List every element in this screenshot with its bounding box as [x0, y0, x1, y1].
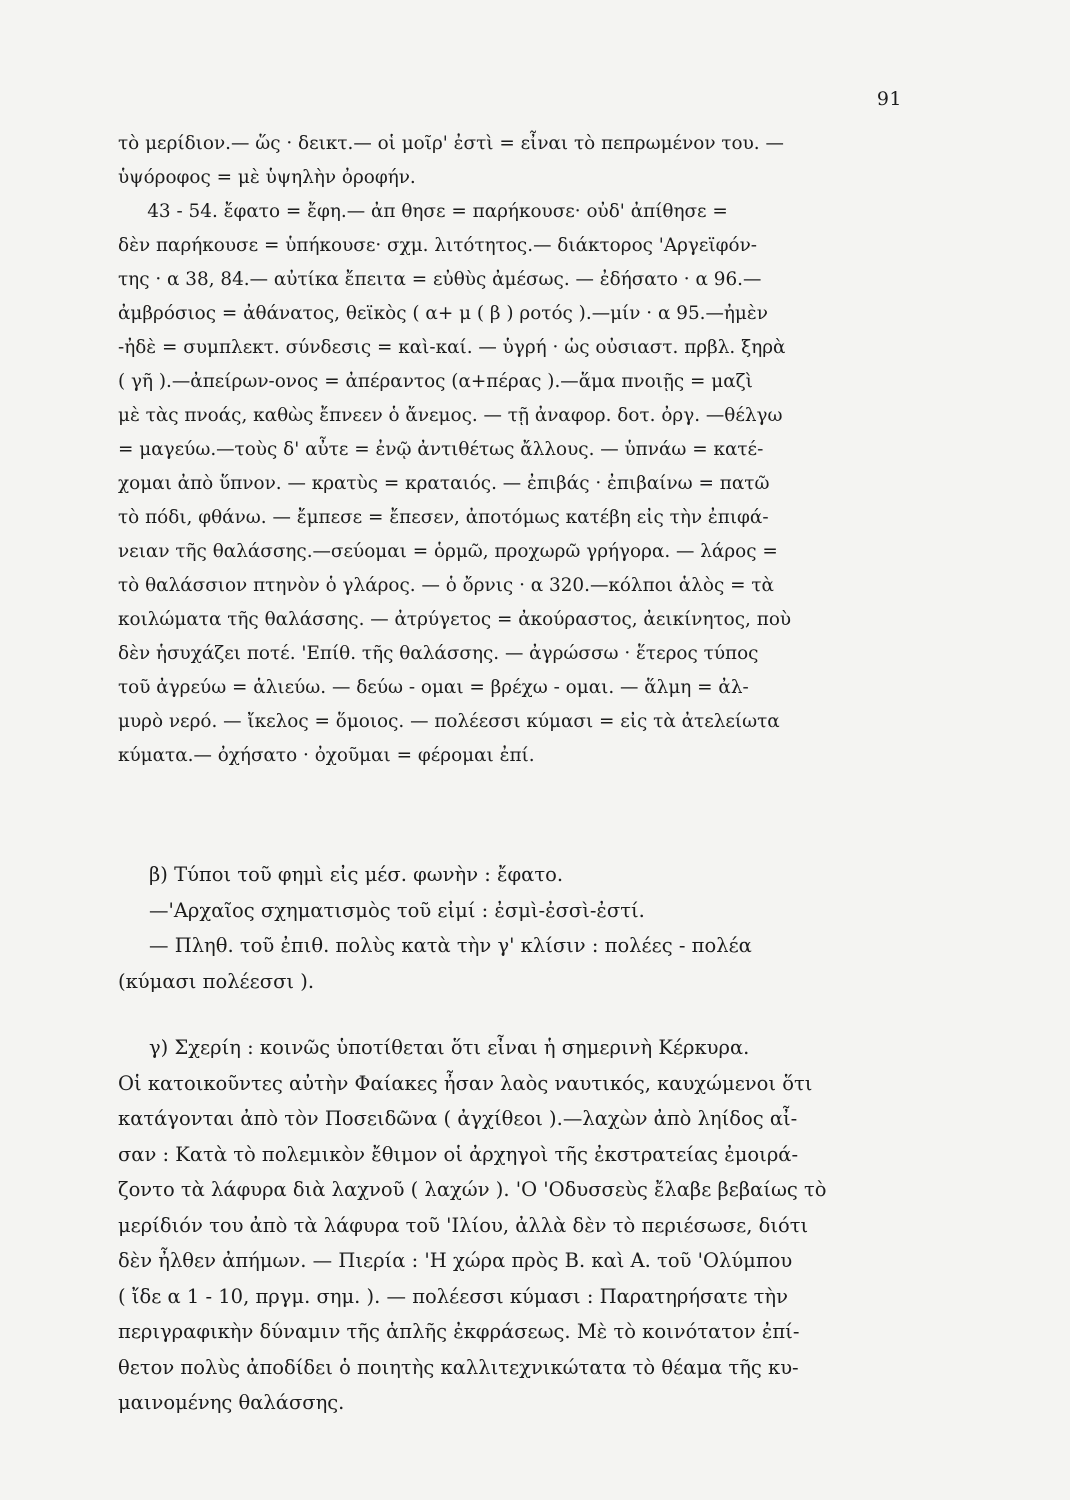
text-line: 43 - 54. ἔφατο = ἔφη.— ἀπ θησε = παρήκουσε· οὐδ' ἀπίθησε =	[118, 201, 728, 222]
page-number: 91	[876, 88, 902, 110]
text-line: ( ἴδε α 1 - 10, πργμ. σημ. ). — πολέεσσι κύμασι : Παρατηρήσατε τὴν	[118, 1284, 788, 1308]
text-line: -ἠδὲ = συμπλεκτ. σύνδεσις = καὶ-καί. — ὑγρή · ὡς οὐσιαστ. πρβλ. ξηρὰ	[118, 337, 786, 358]
text-line: τὸ μερίδιον.— ὥς · δεικτ.— οἱ μοῖρ' ἐστὶ = εἶναι τὸ πεπρωμένον του. —	[118, 133, 784, 154]
text-line: ἀμβρόσιος = ἀθάνατος, θεϊκὸς ( α+ μ ( β ) ροτός ).—μίν · α 95.—ἠμὲν	[118, 303, 768, 324]
text-line: τοῦ ἀγρεύω = ἁλιεύω. — δεύω - ομαι = βρέχω - ομαι. — ἅλμη = ἀλ-	[118, 677, 749, 698]
text-line: τὸ πόδι, φθάνω. — ἔμπεσε = ἔπεσεν, ἀποτόμως κατέβη εἰς τὴν ἐπιφά-	[118, 507, 769, 528]
text-line: — Πληθ. τοῦ ἐπιθ. πολὺς κατὰ τὴν γ' κλίσιν : πολέες - πολέα	[118, 934, 752, 957]
text-line: μαινομένης θαλάσσης.	[118, 1391, 345, 1414]
text-line: μυρὸ νερό. — ἴκελος = ὅμοιος. — πολέεσσι κύμασι = εἰς τὰ ἀτελείωτα	[118, 711, 780, 732]
notes-paragraph	[118, 127, 908, 773]
text-line: της · α 38, 84.— αὐτίκα ἔπειτα = εὐθὺς ἀμέσως. — ἐδήσατο · α 96.—	[118, 269, 762, 290]
commentary-paragraph	[118, 1030, 908, 1421]
text-line: θετον πολὺς ἀποδίδει ὁ ποιητὴς καλλιτεχνικώτατα τὸ θέαμα τῆς κυ-	[118, 1355, 799, 1379]
text-line: μερίδιόν του ἀπὸ τὰ λάφυρα τοῦ 'Ιλίου, ἀλλὰ δὲν τὸ περιέσωσε, διότι	[118, 1213, 809, 1237]
text-line: δὲν ἡσυχάζει ποτέ. 'Επίθ. τῆς θαλάσσης. — ἀγρώσσω · ἕτερος τύπος	[118, 643, 759, 664]
text-line: β) Τύποι τοῦ φημὶ εἰς μέσ. φωνὴν : ἔφατο.	[118, 863, 564, 886]
text-line: —'Αρχαῖος σχηματισμὸς τοῦ εἰμί : ἐσμὶ-ἐσσὶ-ἐστί.	[118, 898, 645, 922]
text-line: κατάγονται ἀπὸ τὸν Ποσειδῶνα ( ἀγχίθεοι ).—λαχὼν ἀπὸ ληίδος αἶ-	[118, 1107, 798, 1130]
text-line: δὲν ἦλθεν ἀπήμων. — Πιερία : 'Η χώρα πρὸς Β. καὶ Α. τοῦ 'Ολύμπου	[118, 1249, 793, 1272]
text-line: χομαι ἀπὸ ὕπνον. — κρατὺς = κραταιός. — ἐπιβάς · ἐπιβαίνω = πατῶ	[118, 473, 770, 494]
text-line: νειαν τῆς θαλάσσης.—σεύομαι = ὁρμῶ, προχωρῶ γρήγορα. — λάρος =	[118, 541, 778, 562]
text-line: = μαγεύω.—τοὺς δ' αὖτε = ἐνῷ ἀντιθέτως ἄλλους. — ὑπνάω = κατέ-	[118, 439, 764, 460]
text-line: γ) Σχερίη : κοινῶς ὑποτίθεται ὅτι εἶναι ἡ σημερινὴ Κέρκυρα.	[118, 1036, 750, 1059]
text-line: μὲ τὰς πνοάς, καθὼς ἔπνεεν ὁ ἄνεμος. — τῇ ἀναφορ. δοτ. ὀργ. —θέλγω	[118, 405, 783, 426]
text-line: περιγραφικὴν δύναμιν τῆς ἁπλῆς ἐκφράσεως. Μὲ τὸ κοινότατον ἐπί-	[118, 1320, 800, 1343]
text-line: δὲν παρήκουσε = ὑπήκουσε· σχμ. λιτότητος.— διάκτορος 'Αργεϊφόν-	[118, 235, 758, 256]
text-line: κύματα.— ὀχήσατο · ὀχοῦμαι = φέρομαι ἐπί.	[118, 745, 535, 766]
text-line: ( γῆ ).—ἀπείρων-ονος = ἀπέραντος (α+πέρας ).—ἅμα πνοιῇς = μαζὶ	[118, 371, 753, 392]
text-line: (κύμασι πολέεσσι ).	[118, 969, 315, 993]
text-line: ζοντο τὰ λάφυρα διὰ λαχνοῦ ( λαχών ). 'Ο 'Οδυσσεὺς ἔλαβε βεβαίως τὸ	[118, 1178, 827, 1201]
text-line: τὸ θαλάσσιον πτηνὸν ὁ γλάρος. — ὁ ὄρνις · α 320.—κόλποι ἁλὸς = τὰ	[118, 575, 774, 596]
grammar-paragraph	[118, 857, 908, 999]
text-line: σαν : Κατὰ τὸ πολεμικὸν ἔθιμον οἱ ἀρχηγοὶ τῆς ἐκστρατείας ἐμοιρά-	[118, 1142, 799, 1166]
text-line: κοιλώματα τῆς θαλάσσης. — ἀτρύγετος = ἀκούραστος, ἀεικίνητος, ποὺ	[118, 609, 792, 630]
text-line: Οἱ κατοικοῦντες αὐτὴν Φαίακες ἦσαν λαὸς ναυτικός, καυχώμενοι ὅτι	[118, 1071, 813, 1095]
text-line: ὑψόροφος = μὲ ὑψηλὴν ὀροφήν.	[118, 167, 416, 188]
